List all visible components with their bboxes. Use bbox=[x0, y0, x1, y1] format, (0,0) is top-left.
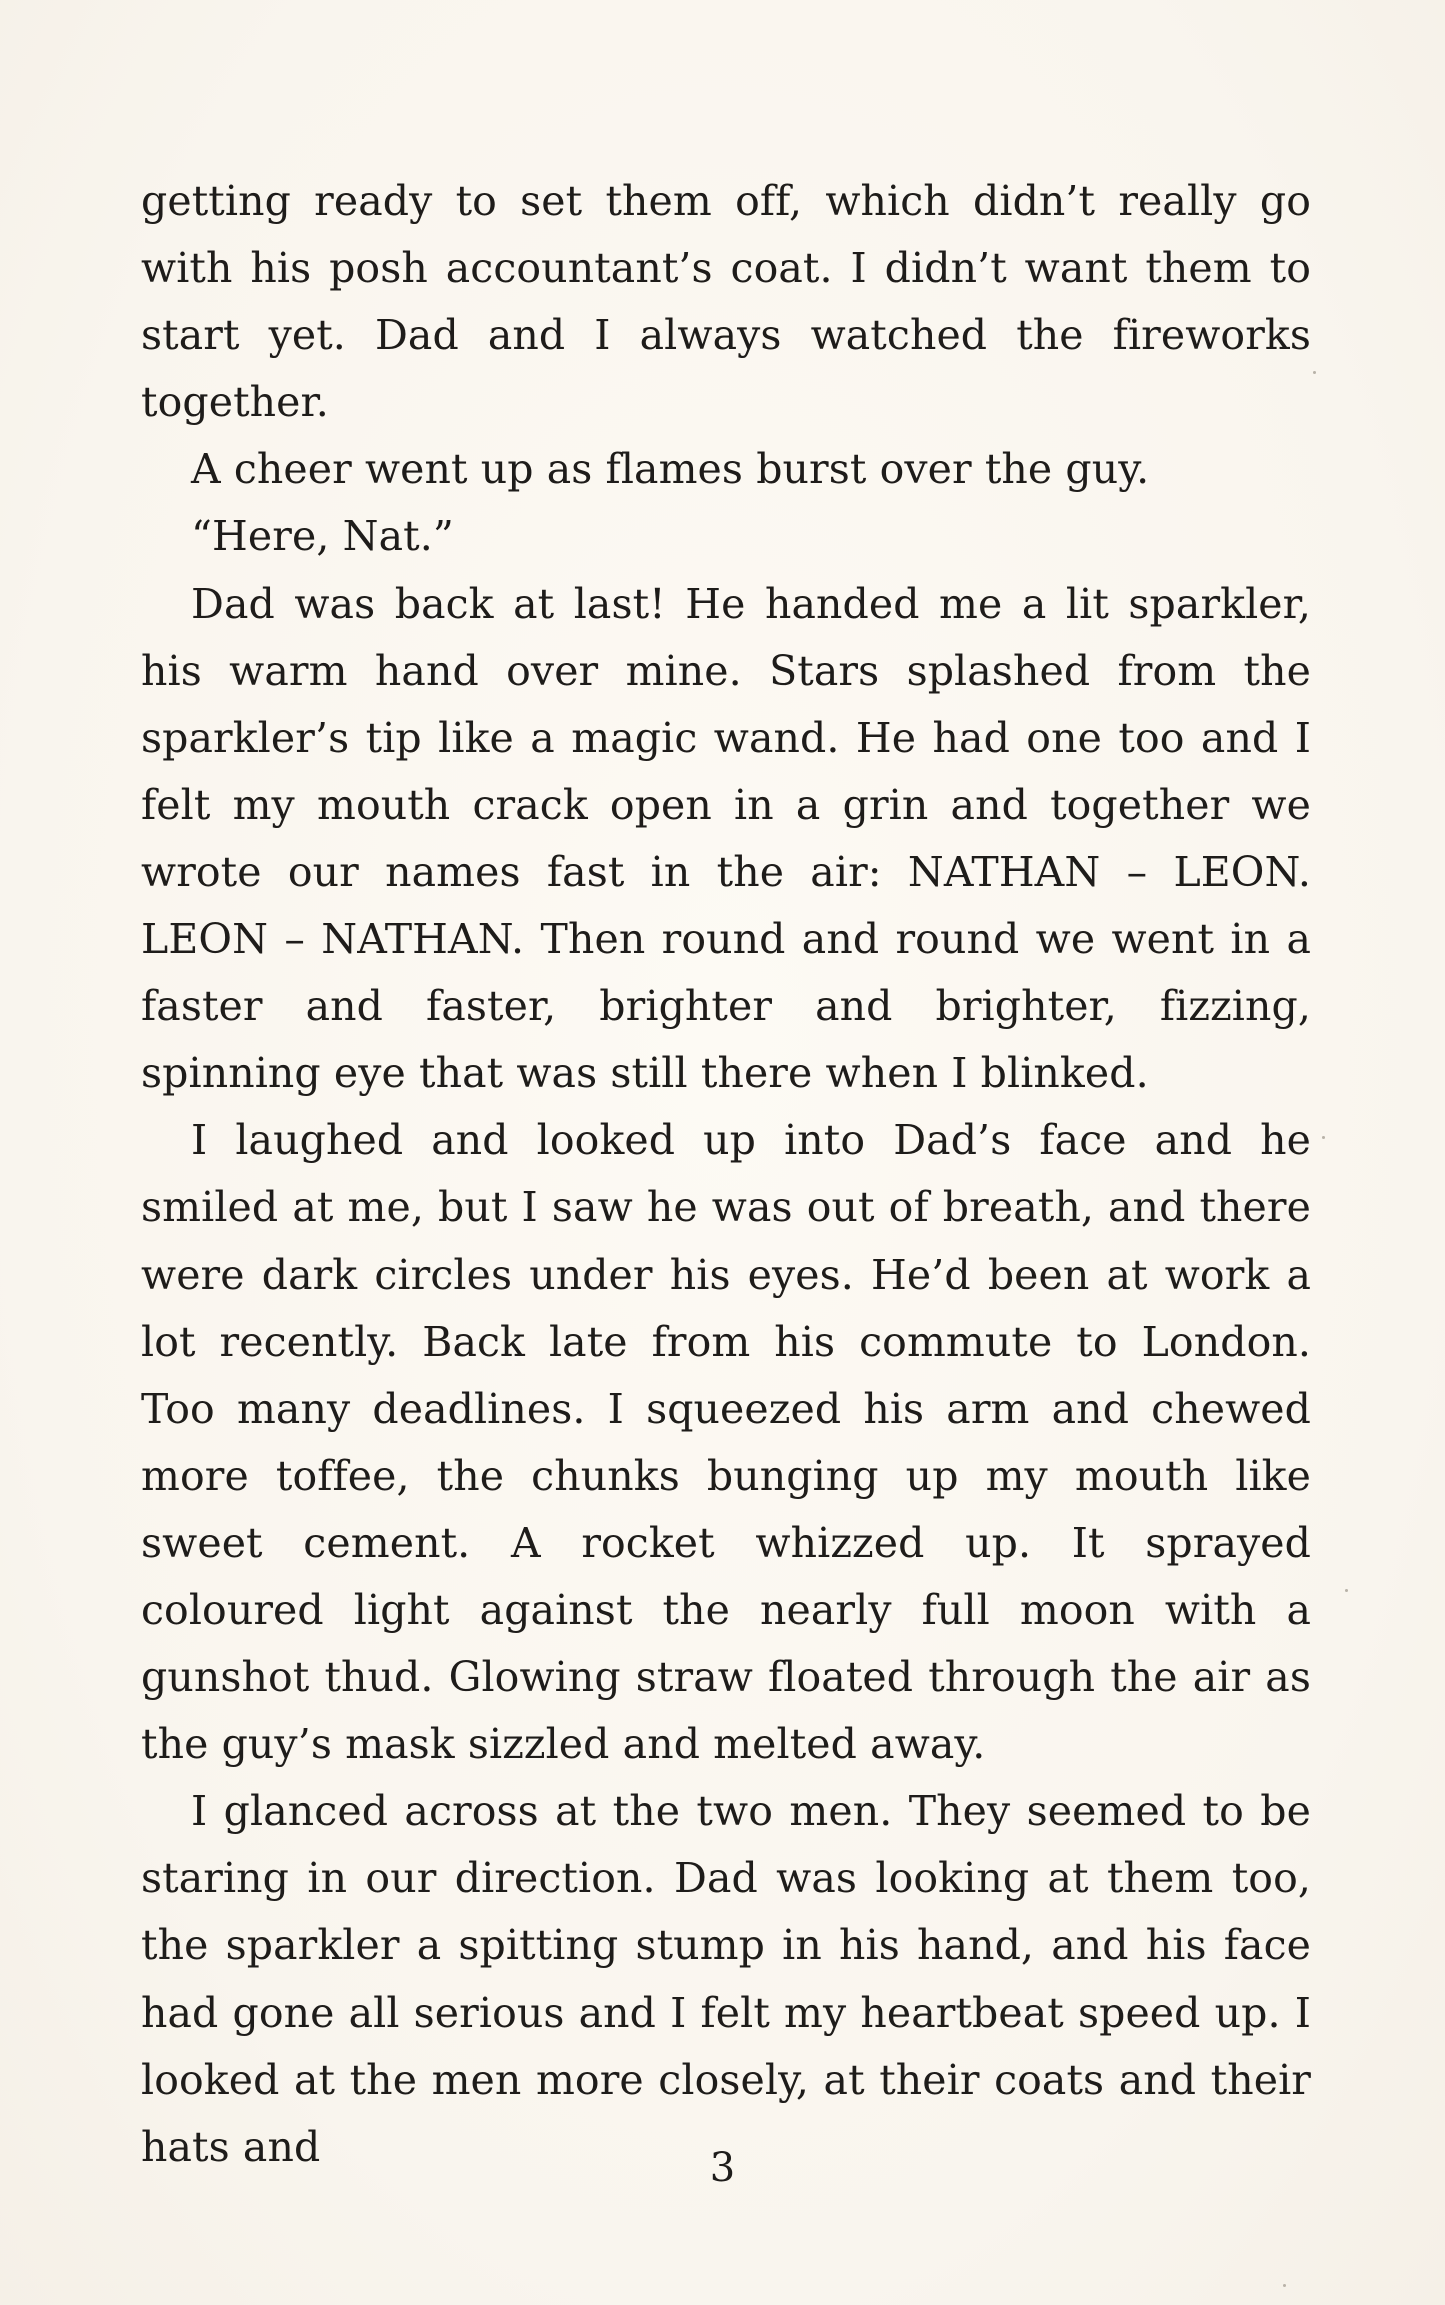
paragraph-4: Dad was back at last! He handed me a lit sparkler, his warm hand over mine. Stars splashed from the sparkler’s tip like a magic wand. He had one too and I felt my mouth crack open in a grin and together we wrote our names fast in the air: NATHAN – LEON. LEON – NATHAN. Then round and round we went in a faster and faster, brighter and brighter, fizzing, spinning eye that was still there when I blinked. bbox=[141, 579, 1311, 1098]
paragraph-1: getting ready to set them off, which didn’t really go with his posh accountant’s coat. I didn’t want them to start yet. Dad and I always watched the fireworks together. bbox=[141, 177, 1311, 427]
paragraph-5: I laughed and looked up into Dad’s face and he smiled at me, but I saw he was out of breath, and there were dark circles under his eyes. He’d been at work a lot recently. Back late from his commute to London. Too many deadlines. I squeezed his arm and chewed more toffee, the chunks bunging up my mouth like sweet cement. A rocket whizzed up. It sprayed coloured light against the nearly full moon with a gunshot thud. Glowing straw floated through the air as the guy’s mask sizzled and melted away. bbox=[141, 1116, 1311, 1769]
body-text bbox=[141, 168, 1311, 2181]
paper-speck bbox=[1283, 2284, 1286, 2287]
page-number: 3 bbox=[709, 2145, 736, 2191]
paper-speck bbox=[1322, 1136, 1325, 1139]
paper-speck bbox=[1313, 371, 1316, 374]
paper-speck bbox=[1345, 1589, 1348, 1592]
paragraph-2: A cheer went up as flames burst over the guy. bbox=[191, 445, 1150, 494]
paragraph-3: “Here, Nat.” bbox=[191, 512, 454, 561]
paragraph-6: I glanced across at the two men. They seemed to be staring in our direction. Dad was looking at them too, the sparkler a spitting stump in his hand, and his face had gone all serious and I felt my heartbeat speed up. I looked at the men more closely, at their coats and their hats and bbox=[141, 1787, 1311, 2171]
